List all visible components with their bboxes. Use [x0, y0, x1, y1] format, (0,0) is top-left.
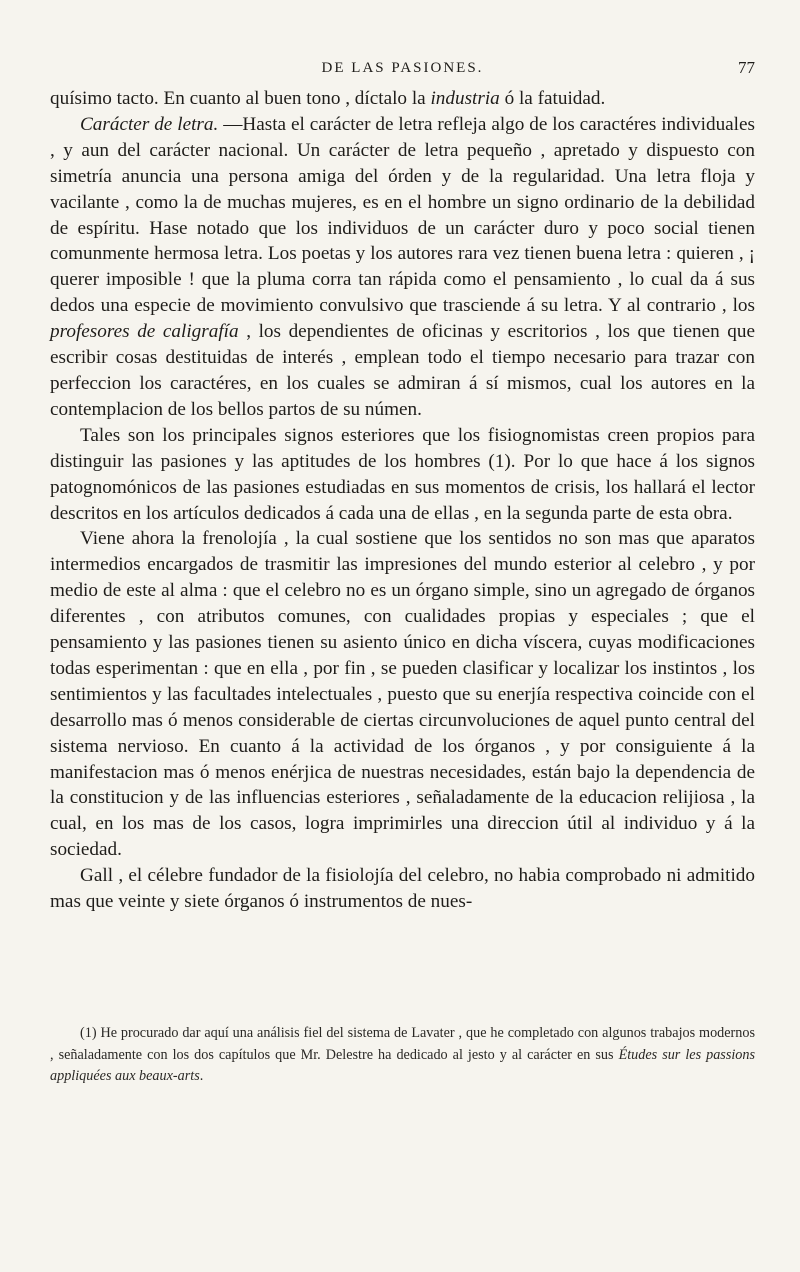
- page-number: 77: [738, 58, 755, 77]
- paragraph-1: [50, 86, 755, 112]
- running-title: DE LAS PASIONES.: [321, 60, 484, 76]
- footnote: [50, 1023, 755, 1088]
- footnote-italic-title: Études sur les passions appliquées aux beaux-arts: [50, 1046, 756, 1084]
- footnote-text: (1) He procurado dar aquí una análisis fiel del sistema de Lavater , que he completado con algunos trabajos modernos , señaladamente con los dos capítulos que Mr. Delestre ha dedicado al jesto y al carácter en sus: [50, 1025, 755, 1063]
- paragraph-1-italic: industria: [430, 88, 500, 109]
- paragraph-2-italic: profesores de caligrafía: [50, 321, 239, 343]
- footnote-end: .: [199, 1068, 204, 1084]
- paragraph-1-text-a: quísimo tacto. En cuanto al buen tono , díctalo la: [50, 88, 431, 109]
- section-heading-caracter-de-letra: Carácter de letra.: [80, 113, 219, 135]
- paragraph-2-text: —Hasta el carácter de letra refleja algo de los caractéres individuales , y aun del carácter nacional. Un carácter de letra pequeño , apretado y dispuesto con simetría anuncia una persona amiga del órden y de la regularidad. Una letra floja y vacilante , como la de muchas mujeres, es en el hombre un signo ordinario de la debilidad de espíritu. Hase notado que los individuos de un carácter duro y poco social tienen comunmente hermosa letra. Los poetas y los autores rara vez tienen buena letra : quieren , ¡ querer imposible ! que la pluma corra tan rápida como el pensamiento , lo cual da á sus dedos una especie de movimiento convulsivo que trasciende á su letra. Y al contrario , los: [50, 113, 755, 317]
- paragraph-gall: Gall , el célebre fundador de la fisiolojía del celebro, no habia comprobado ni admitido mas que veinte y siete órganos ó instrumentos de nues-: [50, 865, 755, 913]
- paragraph-caracter-de-letra: [50, 112, 755, 423]
- footnote-1: [50, 1023, 755, 1088]
- running-header: [50, 58, 755, 82]
- paragraph-1-text-c: ó la fatuidad.: [499, 88, 606, 109]
- paragraph-frenolojia: Viene ahora la frenolojía , la cual sostiene que los sentidos no son mas que aparatos intermedios encargados de trasmitir las impresiones del mundo esterior al celebro , y por medio de este al alma : que el celebro no es un órgano simple, sino un agregado de órganos diferentes , con atributos comunes, con cualidades propias y especiales ; que el pensamiento y las pasiones tienen su asiento único en dicha víscera, cuyas modificaciones todas esperimentan : que en ella , por fin , se pueden clasificar y localizar los instintos , los sentimientos y las facultades intelectuales , puesto que su enerjía respectiva coincide con el desarrollo mas ó menos considerable de ciertas circunvoluciones de aquel punto central del sistema nervioso. En cuanto á la actividad de los órganos , y por consiguiente á la manifestacion mas ó menos enérjica de nuestras necesidades, están bajo la dependencia de la constitucion y de las influencias esteriores , señaladamente de la educacion relijiosa , la cual, en los mas de los casos, logra imprimirles una direccion útil al individuo y á la sociedad.: [50, 528, 755, 861]
- main-text: [50, 86, 755, 915]
- paragraph-2-tail: , los dependientes de oficinas y escritorios , los que tienen que escribir cosas destituidas de interés , emplean todo el tiempo necesario para trazar con perfeccion los caractéres, en los cuales se admiran á sí mismos, cual los autores en la contemplacion de los bellos partos de su númen.: [50, 321, 755, 420]
- paragraph-3: Tales son los principales signos esteriores que los fisiognomistas creen propios para distinguir las pasiones y las aptitudes de los hombres (1). Por lo que hace á los signos patognomónicos de las pasiones estudiadas en sus momentos de crisis, los hallará el lector descritos en los artículos dedicados á cada una de ellas , en la segunda parte de esta obra.: [50, 424, 755, 524]
